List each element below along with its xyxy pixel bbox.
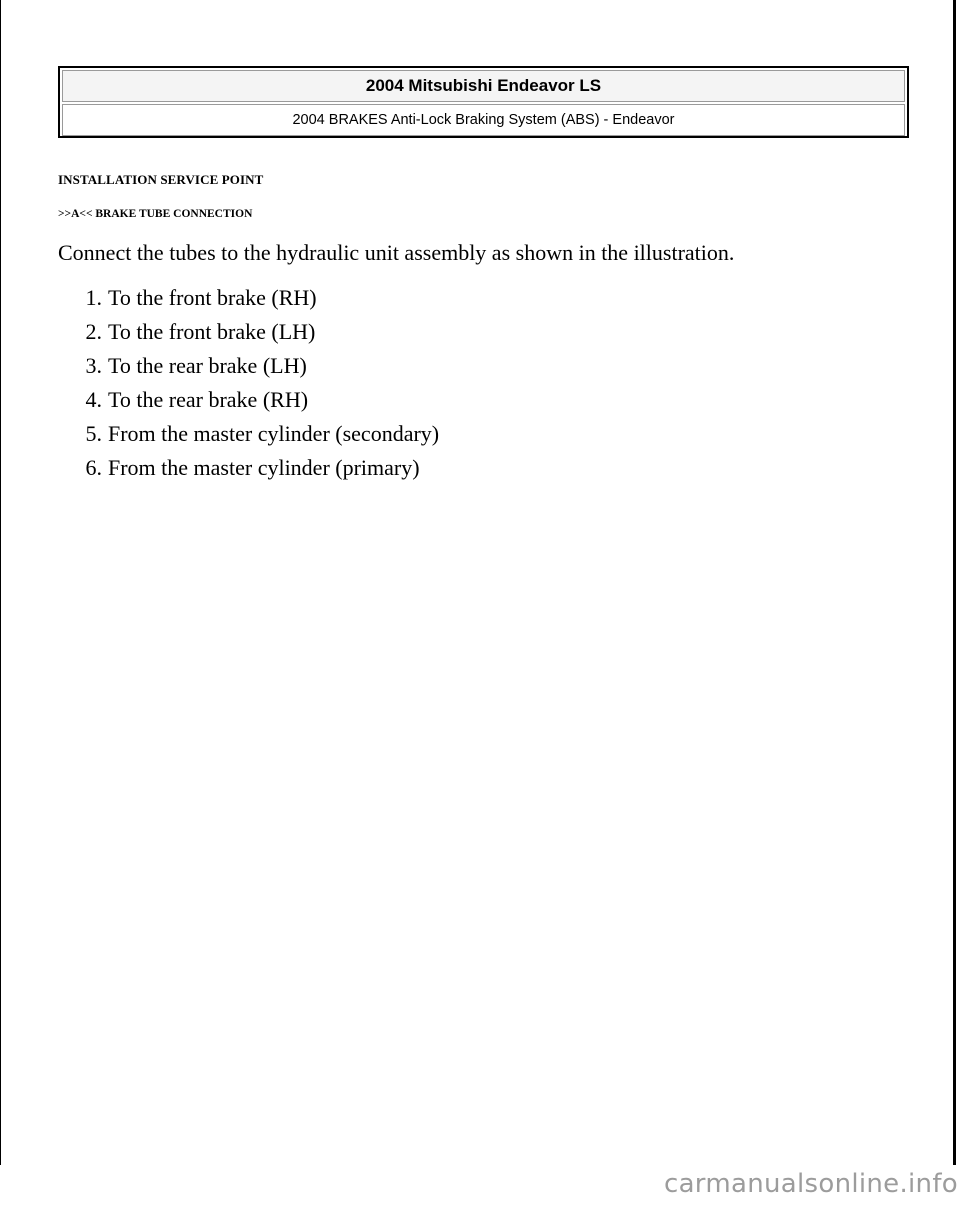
step-text: To the rear brake (LH) [108, 353, 307, 378]
step-number: 6. [85, 455, 102, 480]
subsection-title: >>A<< BRAKE TUBE CONNECTION [58, 208, 253, 220]
document-body [58, 168, 918, 485]
intro-paragraph: Connect the tubes to the hydraulic unit assembly as shown in the illustration. [58, 240, 735, 265]
step-number: 4. [85, 387, 102, 412]
page-border-right [953, 0, 956, 1165]
section-title: INSTALLATION SERVICE POINT [58, 172, 264, 187]
list-item [58, 349, 918, 383]
step-text: To the front brake (RH) [108, 285, 317, 310]
list-item [58, 451, 918, 485]
step-number: 1. [85, 285, 102, 310]
watermark: carmanualsonline.info [663, 1169, 958, 1199]
step-number: 3. [85, 353, 102, 378]
list-item [58, 281, 918, 315]
step-text: From the master cylinder (primary) [108, 455, 420, 480]
document-subtitle: 2004 BRAKES Anti-Lock Braking System (ABS) - Endeavor [62, 104, 905, 136]
steps-list [58, 281, 918, 485]
page-border-left [0, 0, 1, 1165]
document-header [58, 66, 909, 138]
step-text: To the rear brake (RH) [108, 387, 309, 412]
step-number: 2. [85, 319, 102, 344]
step-text: From the master cylinder (secondary) [108, 421, 440, 446]
step-number: 5. [85, 421, 102, 446]
step-text: To the front brake (LH) [108, 319, 316, 344]
list-item [58, 315, 918, 349]
list-item [58, 383, 918, 417]
document-title: 2004 Mitsubishi Endeavor LS [62, 70, 905, 102]
list-item [58, 417, 918, 451]
